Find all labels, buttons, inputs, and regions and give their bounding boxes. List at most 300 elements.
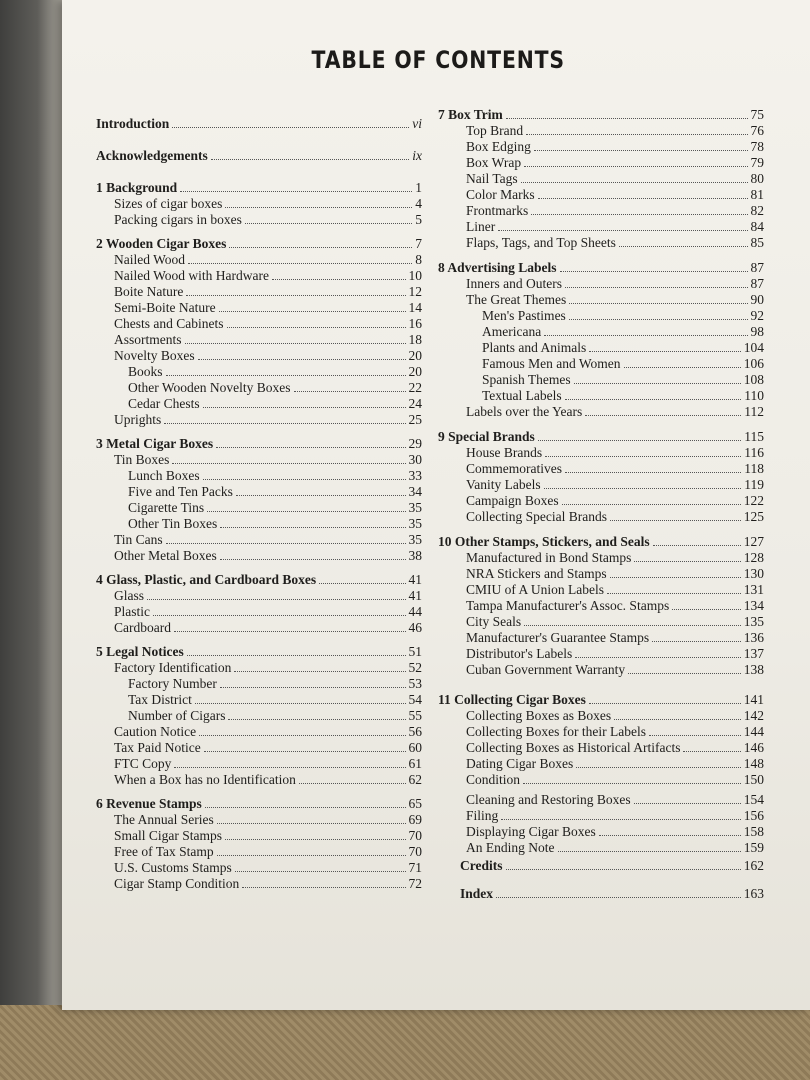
toc-entry-page: 142 [743, 708, 764, 723]
dot-leader [153, 615, 406, 616]
toc-entry-page: 71 [408, 860, 422, 875]
dot-leader [560, 271, 748, 272]
toc-entry-page: 33 [408, 468, 422, 483]
dot-leader [565, 472, 741, 473]
toc-entry [438, 324, 764, 339]
dot-leader [534, 150, 748, 151]
toc-entry-page: 110 [744, 388, 764, 403]
toc-entry-title: Cuban Government Warranty [466, 662, 626, 677]
toc-entry-page: 122 [743, 493, 764, 508]
toc-entry-page: 44 [408, 604, 422, 619]
toc-entry-page: ix [412, 148, 422, 163]
toc-entry [438, 107, 764, 122]
toc-entry-title: Five and Ten Packs [128, 484, 233, 499]
toc-entry [438, 582, 764, 597]
toc-entry-title: Commemoratives [466, 461, 562, 476]
toc-entry-title: When a Box has no Identification [114, 772, 296, 787]
toc-entry-page: 78 [750, 139, 764, 154]
dot-leader [538, 440, 741, 441]
toc-entry-page: 56 [408, 724, 422, 739]
dot-leader [204, 751, 406, 752]
dot-leader [172, 127, 409, 128]
toc-entry [96, 148, 422, 163]
toc-entry-page: 106 [743, 356, 764, 371]
toc-entry [438, 550, 764, 565]
toc-entry-page: 87 [750, 276, 764, 291]
toc-entry-page: 69 [408, 812, 422, 827]
toc-entry-page: 144 [743, 724, 764, 739]
toc-entry-title: Dating Cigar Boxes [466, 756, 574, 771]
toc-entry-title: Other Wooden Novelty Boxes [128, 380, 291, 395]
toc-entry-title: Credits [460, 858, 503, 873]
toc-entry-title: 3 Metal Cigar Boxes [96, 436, 214, 451]
toc-entry-page: 8 [415, 252, 422, 267]
toc-entry-page: 134 [743, 598, 764, 613]
dot-leader [575, 657, 740, 658]
toc-entry-title: Famous Men and Women [482, 356, 621, 371]
dot-leader [589, 351, 741, 352]
dot-leader [496, 897, 741, 898]
toc-entry-page: 51 [408, 644, 422, 659]
toc-entry [96, 860, 422, 875]
toc-entry-page: 118 [744, 461, 764, 476]
toc-entry-page: 41 [408, 572, 422, 587]
toc-entry [438, 356, 764, 371]
toc-entry-title: Condition [466, 772, 521, 787]
toc-entry-title: 6 Revenue Stamps [96, 796, 202, 811]
toc-entry-title: Uprights [114, 412, 162, 427]
toc-entry-page: 65 [408, 796, 422, 811]
dot-leader [220, 527, 405, 528]
toc-entry [96, 468, 422, 483]
dot-leader [653, 545, 741, 546]
toc-entry-page: 150 [743, 772, 764, 787]
toc-entry [96, 380, 422, 395]
toc-entry [96, 548, 422, 563]
toc-entry [438, 858, 764, 873]
toc-entry-page: 62 [408, 772, 422, 787]
dot-leader [229, 247, 412, 248]
toc-entry [96, 844, 422, 859]
toc-entry-title: Books [128, 364, 163, 379]
toc-entry-page: 115 [744, 429, 764, 444]
toc-entry [438, 493, 764, 508]
toc-entry-page: 72 [408, 876, 422, 891]
dot-leader [299, 783, 406, 784]
wood-surface [0, 1005, 810, 1080]
toc-entry [96, 516, 422, 531]
toc-entry-title: Sizes of cigar boxes [114, 196, 223, 211]
toc-entry-page: 16 [408, 316, 422, 331]
toc-entry-title: Glass [114, 588, 144, 603]
toc-entry-title: Cigar Stamp Condition [114, 876, 240, 891]
dot-leader [562, 504, 741, 505]
toc-entry-title: Factory Identification [114, 660, 232, 675]
toc-entry-page: 116 [744, 445, 764, 460]
dot-leader [235, 871, 406, 872]
toc-entry-title: Manufactured in Bond Stamps [466, 550, 632, 565]
toc-entry-page: 76 [750, 123, 764, 138]
toc-entry-page: 29 [408, 436, 422, 451]
toc-entry-page: 61 [408, 756, 422, 771]
toc-entry-title: Cedar Chests [128, 396, 200, 411]
toc-entry [96, 644, 422, 659]
dot-leader [531, 214, 747, 215]
dot-leader [294, 391, 406, 392]
toc-entry [96, 196, 422, 211]
dot-leader [174, 631, 406, 632]
toc-entry-title: Color Marks [466, 187, 535, 202]
toc-entry-page: 38 [408, 548, 422, 563]
toc-entry-title: Liner [466, 219, 496, 234]
toc-entry-title: Collecting Boxes as Historical Artifacts [466, 740, 681, 755]
dot-leader [185, 343, 406, 344]
dot-leader [569, 319, 748, 320]
toc-entry [96, 756, 422, 771]
dot-leader [166, 543, 406, 544]
dot-leader [599, 835, 741, 836]
toc-entry-page: 138 [743, 662, 764, 677]
toc-entry-page: 79 [750, 155, 764, 170]
toc-entry-page: 119 [744, 477, 764, 492]
toc-entry-title: Acknowledgements [96, 148, 208, 163]
toc-entry-title: Packing cigars in boxes [114, 212, 242, 227]
toc-entry [438, 756, 764, 771]
dot-leader [544, 335, 747, 336]
toc-entry-title: 10 Other Stamps, Stickers, and Seals [438, 534, 650, 549]
toc-entry [438, 171, 764, 186]
toc-entry [96, 692, 422, 707]
toc-entry-title: CMIU of A Union Labels [466, 582, 604, 597]
toc-entry-page: 136 [743, 630, 764, 645]
toc-entry-page: 131 [743, 582, 764, 597]
toc-entry [96, 484, 422, 499]
toc-entry [438, 445, 764, 460]
dot-leader [203, 407, 406, 408]
toc-entry-page: vi [412, 116, 422, 131]
toc-entry-page: 20 [408, 364, 422, 379]
dot-leader [195, 703, 406, 704]
toc-entry-page: 24 [408, 396, 422, 411]
toc-entry-title: Number of Cigars [128, 708, 226, 723]
toc-entry-page: 127 [743, 534, 764, 549]
toc-entry-title: 8 Advertising Labels [438, 260, 557, 275]
toc-entry-title: Caution Notice [114, 724, 197, 739]
toc-entry [438, 824, 764, 839]
toc-entry-page: 12 [408, 284, 422, 299]
dot-leader [652, 641, 741, 642]
toc-entry [438, 692, 764, 707]
toc-entry [438, 646, 764, 661]
toc-entry [438, 404, 764, 419]
toc-entry-page: 148 [743, 756, 764, 771]
toc-entry [96, 332, 422, 347]
dot-leader [610, 577, 741, 578]
toc-entry [438, 260, 764, 275]
toc-entry-title: The Annual Series [114, 812, 214, 827]
toc-entry [438, 886, 764, 901]
toc-entry [438, 219, 764, 234]
toc-entry-title: Displaying Cigar Boxes [466, 824, 596, 839]
dot-leader [610, 520, 741, 521]
dot-leader [524, 625, 741, 626]
toc-entry-title: Tin Boxes [114, 452, 170, 467]
toc-entry-title: Collecting Boxes as Boxes [466, 708, 612, 723]
toc-entry-page: 163 [743, 886, 764, 901]
toc-entry [96, 676, 422, 691]
toc-entry [96, 572, 422, 587]
toc-entry [438, 235, 764, 250]
dot-leader [225, 207, 412, 208]
toc-entry [96, 828, 422, 843]
page-title: TABLE OF CONTENTS [311, 46, 565, 74]
dot-leader [174, 767, 405, 768]
toc-entry [96, 796, 422, 811]
toc-entry-title: Americana [482, 324, 542, 339]
dot-leader [628, 673, 741, 674]
toc-entry-page: 20 [408, 348, 422, 363]
toc-entry-title: Nailed Wood [114, 252, 186, 267]
dot-leader [569, 303, 747, 304]
dot-leader [501, 819, 740, 820]
toc-entry-page: 80 [750, 171, 764, 186]
toc-entry-title: Collecting Special Brands [466, 509, 607, 524]
toc-entry-title: Lunch Boxes [128, 468, 200, 483]
toc-entry [96, 708, 422, 723]
toc-entry [438, 276, 764, 291]
dot-leader [234, 671, 405, 672]
toc-entry-title: Spanish Themes [482, 372, 571, 387]
toc-entry-title: Tin Cans [114, 532, 163, 547]
toc-entry-title: Men's Pastimes [482, 308, 566, 323]
toc-entry-page: 125 [743, 509, 764, 524]
toc-entry-title: Nailed Wood with Hardware [114, 268, 269, 283]
toc-entry-page: 18 [408, 332, 422, 347]
toc-entry-title: Cigarette Tins [128, 500, 205, 515]
toc-entry-title: 1 Background [96, 180, 178, 195]
toc-entry-title: FTC Copy [114, 756, 172, 771]
toc-entry-title: Factory Number [128, 676, 217, 691]
toc-entry [96, 724, 422, 739]
toc-entry-page: 104 [743, 340, 764, 355]
dot-leader [225, 839, 406, 840]
dot-leader [216, 447, 405, 448]
dot-leader [498, 230, 747, 231]
dot-leader [565, 287, 748, 288]
toc-entry [438, 772, 764, 787]
toc-entry [438, 155, 764, 170]
toc-entry [96, 660, 422, 675]
dot-leader [634, 561, 740, 562]
toc-entry-page: 10 [408, 268, 422, 283]
toc-entry-page: 35 [408, 532, 422, 547]
toc-entry [438, 429, 764, 444]
toc-entry-title: 4 Glass, Plastic, and Cardboard Boxes [96, 572, 317, 587]
toc-entry-title: Novelty Boxes [114, 348, 195, 363]
toc-entry-title: 11 Collecting Cigar Boxes [438, 692, 586, 707]
dot-leader [683, 751, 740, 752]
toc-entry [438, 308, 764, 323]
toc-entry-page: 162 [743, 858, 764, 873]
dot-leader [319, 583, 405, 584]
toc-entry-page: 146 [743, 740, 764, 755]
toc-entry-page: 108 [743, 372, 764, 387]
toc-entry-title: U.S. Customs Stamps [114, 860, 232, 875]
dot-leader [172, 463, 405, 464]
toc-entry-title: 5 Legal Notices [96, 644, 184, 659]
toc-entry [438, 614, 764, 629]
toc-entry-page: 46 [408, 620, 422, 635]
toc-entry-page: 35 [408, 516, 422, 531]
dot-leader [574, 383, 741, 384]
dot-leader [180, 191, 412, 192]
toc-entry-title: Cleaning and Restoring Boxes [466, 792, 631, 807]
toc-entry-page: 35 [408, 500, 422, 515]
toc-entry-page: 53 [408, 676, 422, 691]
dot-leader [634, 803, 741, 804]
toc-entry-title: Boite Nature [114, 284, 184, 299]
toc-entry-title: Distributor's Labels [466, 646, 573, 661]
toc-entry-page: 70 [408, 844, 422, 859]
toc-entry-page: 4 [415, 196, 422, 211]
toc-entry [438, 203, 764, 218]
dot-leader [217, 855, 406, 856]
toc-entry-title: Semi-Boite Nature [114, 300, 216, 315]
toc-entry [438, 724, 764, 739]
toc-entry [438, 187, 764, 202]
toc-entry-title: Collecting Boxes for their Labels [466, 724, 646, 739]
dot-leader [624, 367, 741, 368]
toc-entry [438, 388, 764, 403]
toc-entry [438, 534, 764, 549]
toc-entry-page: 130 [743, 566, 764, 581]
toc-entry-page: 135 [743, 614, 764, 629]
dot-leader [521, 182, 748, 183]
toc-entry-page: 7 [415, 236, 422, 251]
toc-entry-title: Nail Tags [466, 171, 518, 186]
toc-entry-title: Tax District [128, 692, 192, 707]
toc-entry-page: 22 [408, 380, 422, 395]
toc-entry [438, 477, 764, 492]
toc-entry-title: Other Tin Boxes [128, 516, 218, 531]
dot-leader [203, 479, 406, 480]
toc-entry [96, 588, 422, 603]
dot-leader [205, 807, 406, 808]
toc-entry-title: Small Cigar Stamps [114, 828, 222, 843]
toc-entry-title: Box Edging [466, 139, 531, 154]
toc-entry-title: Vanity Labels [466, 477, 541, 492]
toc-entry-page: 52 [408, 660, 422, 675]
toc-entry-title: Tampa Manufacturer's Assoc. Stamps [466, 598, 670, 613]
dot-leader [217, 823, 406, 824]
toc-entry-title: Frontmarks [466, 203, 529, 218]
toc-entry-title: Box Wrap [466, 155, 522, 170]
toc-entry-page: 98 [750, 324, 764, 339]
toc-entry-title: 9 Special Brands [438, 429, 535, 444]
toc-entry [96, 236, 422, 251]
toc-entry [438, 340, 764, 355]
toc-entry-page: 70 [408, 828, 422, 843]
toc-entry [96, 268, 422, 283]
toc-entry [96, 252, 422, 267]
dot-leader [576, 767, 741, 768]
toc-entry-page: 154 [743, 792, 764, 807]
toc-entry [96, 364, 422, 379]
toc-entry-title: Assortments [114, 332, 182, 347]
dot-leader [207, 511, 405, 512]
toc-entry [438, 662, 764, 677]
toc-entry-page: 54 [408, 692, 422, 707]
toc-entry-page: 90 [750, 292, 764, 307]
toc-entry-title: Tax Paid Notice [114, 740, 201, 755]
toc-entry-title: 7 Box Trim [438, 107, 503, 122]
toc-entry [96, 876, 422, 891]
dot-leader [199, 735, 405, 736]
toc-entry [96, 396, 422, 411]
toc-entry-title: Introduction [96, 116, 170, 131]
toc-entry-title: 2 Wooden Cigar Boxes [96, 236, 227, 251]
dot-leader [211, 159, 410, 160]
toc-entry [438, 372, 764, 387]
dot-leader [227, 327, 406, 328]
toc-entry-title: The Great Themes [466, 292, 567, 307]
toc-entry-page: 128 [743, 550, 764, 565]
toc-entry-title: Inners and Outers [466, 276, 562, 291]
dot-leader [523, 783, 741, 784]
book-page [62, 0, 810, 1010]
dot-leader [220, 687, 406, 688]
toc-entry [96, 772, 422, 787]
dot-leader [242, 887, 405, 888]
toc-entry-title: Manufacturer's Guarantee Stamps [466, 630, 650, 645]
toc-entry-title: Top Brand [466, 123, 524, 138]
toc-entry-title: Cardboard [114, 620, 171, 635]
toc-entry [96, 812, 422, 827]
toc-entry [96, 620, 422, 635]
dot-leader [187, 655, 406, 656]
toc-entry [96, 604, 422, 619]
dot-leader [245, 223, 412, 224]
book-spine-shadow [0, 0, 68, 1010]
dot-leader [614, 719, 741, 720]
dot-leader [219, 311, 406, 312]
toc-entry [96, 348, 422, 363]
toc-entry-title: House Brands [466, 445, 543, 460]
toc-entry-page: 5 [415, 212, 422, 227]
dot-leader [558, 851, 741, 852]
toc-entry-title: Index [460, 886, 494, 901]
toc-entry [96, 452, 422, 467]
dot-leader [228, 719, 405, 720]
toc-entry [96, 116, 422, 131]
toc-entry [438, 566, 764, 581]
dot-leader [526, 134, 747, 135]
toc-entry [438, 598, 764, 613]
toc-entry-page: 158 [743, 824, 764, 839]
toc-entry-title: Campaign Boxes [466, 493, 559, 508]
toc-entry-page: 14 [408, 300, 422, 315]
toc-entry [96, 740, 422, 755]
toc-entry-page: 112 [744, 404, 764, 419]
toc-entry-title: Flaps, Tags, and Top Sheets [466, 235, 616, 250]
toc-entry [438, 740, 764, 755]
dot-leader [649, 735, 741, 736]
dot-leader [188, 263, 412, 264]
toc-entry [438, 630, 764, 645]
toc-entry-title: Free of Tax Stamp [114, 844, 214, 859]
toc-entry-title: An Ending Note [466, 840, 555, 855]
toc-entry-title: NRA Stickers and Stamps [466, 566, 607, 581]
